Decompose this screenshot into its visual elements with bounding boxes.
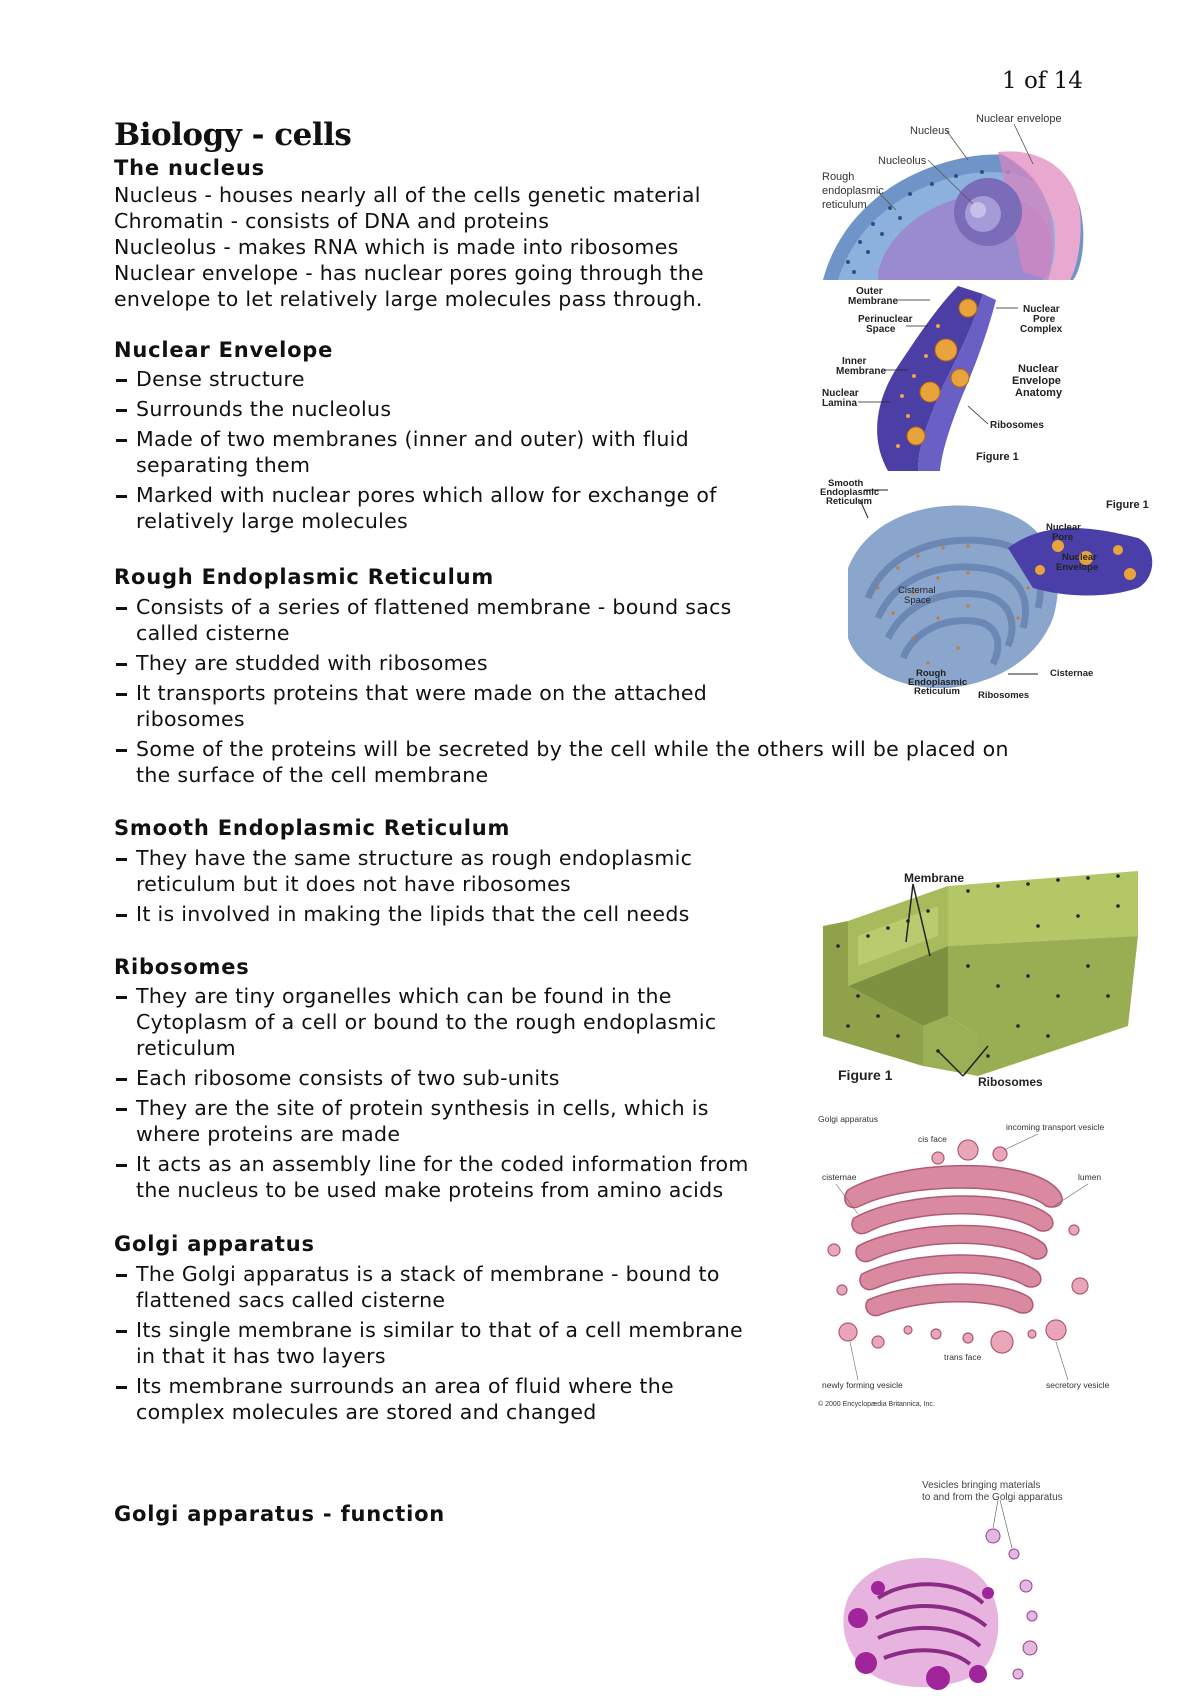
list-item: Surrounds the nucleolus xyxy=(114,396,717,422)
label: Pore xyxy=(1033,314,1056,325)
list-item: They are tiny organelles which can be found in the Cytoplasm of a cell or bound to the rough endoplasmic reticulum xyxy=(114,983,749,1061)
bullet-list-ribosomes xyxy=(114,983,749,1207)
label-ribosomes: Ribosomes xyxy=(978,1075,1043,1086)
nucleus-line: Nucleus - houses nearly all of the cells genetic material xyxy=(114,183,701,207)
label-rer: reticulum xyxy=(822,199,867,211)
bullet-list-smooth-er xyxy=(114,845,692,931)
nuclear-envelope-figure xyxy=(818,286,1098,474)
label: Lamina xyxy=(822,398,858,409)
label: Complex xyxy=(1020,324,1063,335)
section-heading-ribosomes: Ribosomes xyxy=(114,955,250,979)
nucleus-line: Chromatin - consists of DNA and proteins xyxy=(114,209,550,233)
label: cisternae xyxy=(822,1172,857,1182)
golgi-figure xyxy=(818,1110,1118,1410)
label: Rough xyxy=(916,668,947,679)
list-item: It acts as an assembly line for the coded information from the nucleus to be used make proteins from amino acids xyxy=(114,1151,749,1203)
label-nucleolus: Nucleolus xyxy=(878,155,927,167)
label: Nuclear xyxy=(1018,363,1059,375)
label: Ribosomes xyxy=(990,420,1044,431)
label-membrane: Membrane xyxy=(904,871,965,885)
label: lumen xyxy=(1078,1172,1102,1182)
section-heading-nucleus: The nucleus xyxy=(114,156,265,180)
label-rer: Rough xyxy=(822,171,855,183)
label: Inner xyxy=(842,356,867,367)
label: Cisternae xyxy=(1050,668,1094,679)
label: incoming transport vesicle xyxy=(1006,1122,1105,1132)
label: Golgi apparatus xyxy=(818,1114,879,1124)
label: Membrane xyxy=(836,366,887,377)
label: Membrane xyxy=(848,296,899,307)
label: Space xyxy=(866,324,896,335)
list-item: Its membrane surrounds an area of fluid where the complex molecules are stored and changed xyxy=(114,1373,743,1425)
label: Endoplasmic xyxy=(820,487,880,498)
label: Reticulum xyxy=(914,686,960,697)
list-item: Dense structure xyxy=(114,366,717,392)
label: to and from the Golgi apparatus xyxy=(922,1492,1063,1503)
list-item: It is involved in making the lipids that the cell needs xyxy=(114,901,692,927)
nucleus-figure xyxy=(818,112,1098,284)
label: secretory vesicle xyxy=(1046,1380,1110,1390)
label: Envelope xyxy=(1056,562,1099,573)
label: cis face xyxy=(918,1134,947,1144)
golgi-function-figure xyxy=(818,1478,1088,1696)
list-item: It transports proteins that were made on the attached ribosomes xyxy=(114,680,1009,732)
label: © 2000 Encyclopædia Britannica, Inc. xyxy=(818,1401,935,1408)
nucleus-line: envelope to let relatively large molecules pass through. xyxy=(114,287,703,311)
label: Envelope xyxy=(1012,375,1061,387)
list-item: Made of two membranes (inner and outer) with fluid separating them xyxy=(114,426,717,478)
list-item: They are the site of protein synthesis in cells, which is where proteins are made xyxy=(114,1095,749,1147)
page-title: Biology - cells xyxy=(114,117,352,153)
section-heading-smooth-er: Smooth Endoplasmic Reticulum xyxy=(114,816,511,840)
section-heading-golgi-function: Golgi apparatus - function xyxy=(114,1502,446,1526)
label: Endoplasmic xyxy=(908,677,968,688)
list-item: Marked with nuclear pores which allow for exchange of relatively large molecules xyxy=(114,482,717,534)
label: Space xyxy=(904,595,931,606)
label: trans face xyxy=(944,1352,982,1362)
label: Smooth xyxy=(828,478,864,489)
list-item: Its single membrane is similar to that of a cell membrane in that it has two layers xyxy=(114,1317,743,1369)
label: Nuclear xyxy=(1062,552,1097,563)
label: Pore xyxy=(1052,532,1074,543)
list-item: They are studded with ribosomes xyxy=(114,650,1009,676)
list-item: The Golgi apparatus is a stack of membrane - bound to flattened sacs called cisterne xyxy=(114,1261,743,1313)
label: Nuclear xyxy=(822,388,859,399)
label: Outer xyxy=(856,286,883,297)
nucleus-line: Nucleolus - makes RNA which is made into ribosomes xyxy=(114,235,679,259)
list-item: Each ribosome consists of two sub-units xyxy=(114,1065,749,1091)
label-figure: Figure 1 xyxy=(838,1067,893,1083)
list-item: They have the same structure as rough endoplasmic reticulum but it does not have ribosomes xyxy=(114,845,692,897)
list-item: Some of the proteins will be secreted by the cell while the others will be placed on the surface of the cell membrane xyxy=(114,736,1009,788)
rough-er-figure xyxy=(818,478,1168,708)
label: Anatomy xyxy=(1015,387,1063,399)
page-number: 1 of 14 xyxy=(1002,68,1083,94)
label: Nuclear xyxy=(1023,304,1060,315)
label-rer: endoplasmic xyxy=(822,185,884,197)
label: Figure 1 xyxy=(1106,499,1149,511)
label-nucleus: Nucleus xyxy=(910,125,950,137)
bullet-list-golgi xyxy=(114,1261,743,1429)
section-heading-nuclear-envelope: Nuclear Envelope xyxy=(114,338,334,362)
list-item: Consists of a series of flattened membrane - bound sacs called cisterne xyxy=(114,594,1009,646)
label: newly forming vesicle xyxy=(822,1380,903,1390)
section-heading-golgi: Golgi apparatus xyxy=(114,1232,315,1256)
label: Cisternal xyxy=(898,585,936,596)
section-heading-rough-er: Rough Endoplasmic Reticulum xyxy=(114,565,495,589)
label: Figure 1 xyxy=(976,451,1019,463)
label: Nuclear xyxy=(1046,522,1081,533)
smooth-er-figure xyxy=(818,866,1148,1086)
label: Reticulum xyxy=(826,496,872,507)
label: Perinuclear xyxy=(858,314,913,325)
nucleus-line: Nuclear envelope - has nuclear pores going through the xyxy=(114,261,704,285)
label: Vesicles bringing materials xyxy=(922,1480,1041,1491)
bullet-list-nuclear-envelope xyxy=(114,366,717,538)
label: Ribosomes xyxy=(978,690,1030,701)
label-nuclear-envelope: Nuclear envelope xyxy=(976,113,1062,125)
